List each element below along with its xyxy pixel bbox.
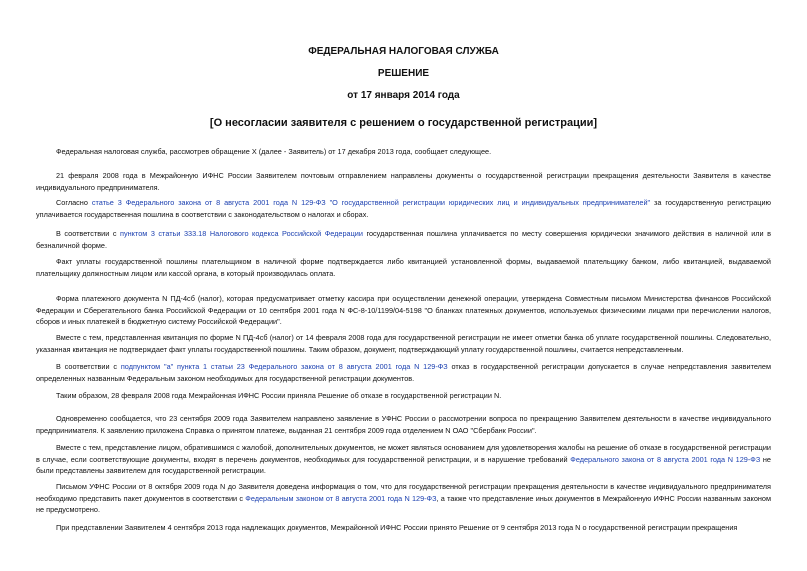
law-129fz-article-3-link[interactable]: статье 3 Федерального закона от 8 августа 2001 года N 129-ФЗ "О государственной регистрации юридических лиц и индивидуальных предпринимателей" [91,198,651,207]
paragraph-submission: 21 февраля 2008 года в Межрайонную ИФНС России Заявителем почтовым отправлением направлены документы о государственной регистрации прекращения деятельности Заявителя в качестве индивидуального предпринимателя. [36,171,771,192]
tax-code-333-18-link[interactable]: пунктом 3 статьи 333.18 Налогового кодекса Российской Федерации [120,229,363,238]
paragraph-payment-proof: Факт уплаты государственной пошлины плательщиком в наличной форме подтверждается либо квитанцией установленной формы, выдаваемой плательщику банком, либо квитанцией, выдаваемой плательщику должностным лицом или кассой органа, в который производилась оплата. [36,257,771,278]
paragraph-intro: Федеральная налоговая служба, рассмотрев обращение X (далее - Заявитель) от 17 декабря 2013 года, сообщает следующее. [56,147,492,156]
paragraph-ufns-letter [36,481,771,516]
paragraph-additional-docs [36,442,771,477]
paragraph-text: государственная пошлина уплачивается по месту совершения юридически значимого действия в наличной или в безналичной форме. [36,229,772,250]
law-129fz-article-23-link[interactable]: подпунктом "а" пункта 1 статьи 23 Федерального закона от 8 августа 2001 года N 129-ФЗ [120,362,448,371]
paragraph-pd4sb-form: Форма платежного документа N ПД-4сб (налог), которая предусматривает отметку кассира при осуществлении денежной операции, утверждена Совместным письмом Министерства финансов Российской Федерации и Сберегательного банка Российской Федерации от 10 сентября 2001 года N ФС-8-10/1199/04-5198 "О бланках платежных документов, используемых физическими лицами при перечислении налогов, сборов и иных платежей в бюджетную систему Российской Федерации". [36,294,771,326]
paragraph-refusal-basis [36,361,771,384]
paragraph-registration-decision: При представлении Заявителем 4 сентября 2013 года надлежащих документов, Межрайонной ИФНС России принято Решение от 9 сентября 2013 года N о государственной регистрации прекращения [56,523,738,532]
paragraph-text: В соответствии с [56,229,121,238]
agency-title: ФЕДЕРАЛЬНАЯ НАЛОГОВАЯ СЛУЖБА [308,46,499,57]
paragraph-text: В соответствии с [56,362,121,371]
paragraph-new-application: Одновременно сообщается, что 23 сентября 2009 года Заявителем направлено заявление в УФНС России о рассмотрении вопроса по прекращению Заявителем деятельности в качестве индивидуального предпринимателя. К заявлению приложена Справка о принятом платеже, выданная 21 сентября 2009 года отделением N ОАО "Сбербанк России". [36,414,771,435]
law-129fz-link[interactable]: Федеральным законом от 8 августа 2001 года N 129-ФЗ [245,493,437,503]
paragraph-text: Вместе с тем, представление лицом, обратившимся с жалобой, дополнительных документов, не может являться основанием для удовлетворения жалобы на решение об отказе в государственной регистрации в случае, если соответствующие документы, входят в перечень документов, необходимых для государственной регистрации, и в нарушение требований [36,443,771,464]
document-subject: [О несогласии заявителя с решением о государственной регистрации] [209,117,598,129]
paragraph-tax-code [36,228,771,251]
paragraph-text: не были представлены заявителем для государственной регистрации. [36,454,771,475]
document-type: РЕШЕНИЕ [377,68,430,79]
law-129fz-link[interactable]: Федерального закона от 8 августа 2001 года N 129-ФЗ [570,454,761,464]
paragraph-text: отказ в государственной регистрации допускается в случае непредставления заявителем определенных названным Федеральным законом необходимых для государственной регистрации документов. [36,362,771,383]
paragraph-law-article-3 [36,197,771,220]
paragraph-text: Согласно [56,198,92,207]
paragraph-text: Письмом УФНС России от 8 октября 2009 года N до Заявителя доведена информация о том, что для государственной регистрации прекращения деятельности в качестве индивидуального предпринимателя необходимо представить пакет документов в соответствии с [36,482,771,503]
paragraph-text: , а также что представление иных документов в Межрайонную ИФНС России названным законом не предусмотрено. [36,493,771,514]
paragraph-text: за государственную регистрацию уплачивается государственная пошлина в соответствии с законодательством о налогах и сборах. [36,198,771,219]
paragraph-receipt-invalid: Вместе с тем, представленная квитанция по форме N ПД-4сб (налог) от 14 февраля 2008 года для государственной регистрации не имеет отметки банка об уплате государственной пошлины. Следовательно, указанная квитанция не подтверждает факт уплаты государственной пошлины. Таким образом, документ, подтверждающий уплату государственной пошлины, считается непредставленным. [36,333,771,354]
document-date: от 17 января 2014 года [347,90,460,101]
paragraph-refusal-decision: Таким образом, 28 февраля 2008 года Межрайонная ИФНС России приняла Решение об отказе в государственной регистрации N. [56,391,502,400]
